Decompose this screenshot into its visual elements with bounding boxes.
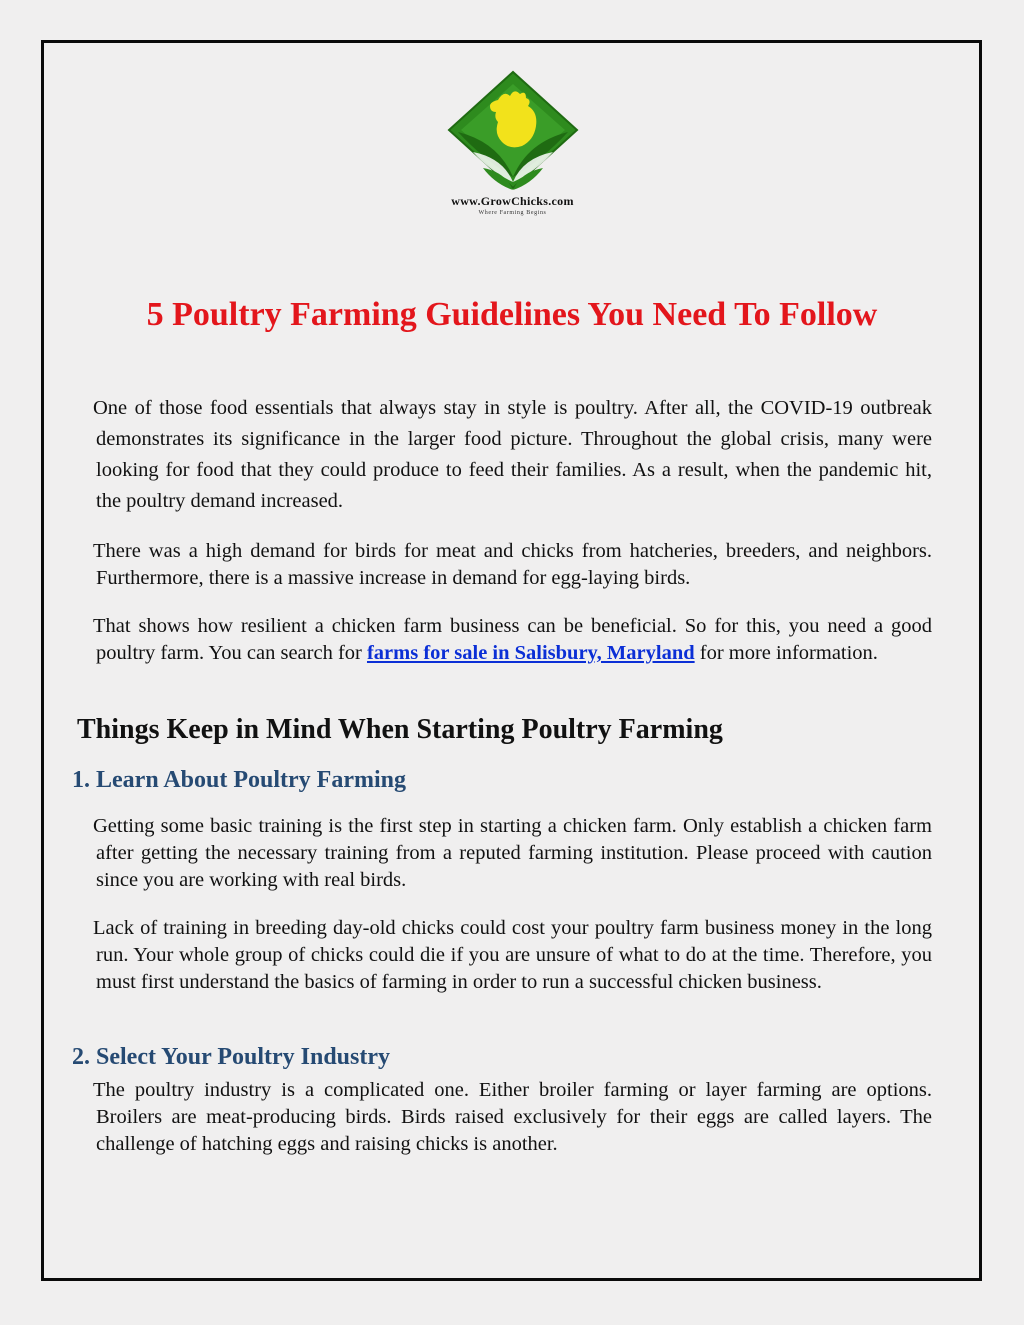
section-heading: Things Keep in Mind When Starting Poultry Farming xyxy=(77,714,723,745)
intro-paragraph-2: There was a high demand for birds for meat and chicks from hatcheries, breeders, and neighbors. Furthermore, there is a massive increase in demand for egg-laying birds. xyxy=(93,540,932,589)
industry-paragraph-1: The poultry industry is a complicated one. Either broiler farming or layer farming are options. Broilers are meat-producing birds. Birds raised exclusively for their eggs are called layers. The challenge of hatching eggs and raising chicks is another. xyxy=(93,1079,932,1155)
farms-for-sale-link[interactable]: farms for sale in Salisbury, Maryland xyxy=(366,642,695,664)
site-logo xyxy=(420,70,605,216)
rooster-logo-icon xyxy=(438,70,588,192)
subheading-learn: 1. Learn About Poultry Farming xyxy=(72,767,406,793)
page-title: 5 Poultry Farming Guidelines You Need To Follow xyxy=(146,296,878,333)
intro-paragraph-3: That shows how resilient a chicken farm business can be beneficial. So for this, you need a good poultry farm. You can search for farms for sale in Salisbury, Maryland for more information. xyxy=(93,615,932,664)
logo-site-name: www.GrowChicks.com xyxy=(451,194,574,208)
learn-paragraph-1: Getting some basic training is the first step in starting a chicken farm. Only establish a chicken farm after getting the necessary training from a reputed farming institution. Please proceed with caution since you are working with real birds. xyxy=(93,815,932,891)
subheading-select-industry: 2. Select Your Poultry Industry xyxy=(72,1044,390,1070)
learn-paragraph-2: Lack of training in breeding day-old chicks could cost your poultry farm business money in the long run. Your whole group of chicks could die if you are unsure of what to do at the time. Therefore, you must first understand the basics of farming in order to run a successful chicken business. xyxy=(93,917,932,993)
logo-tagline: Where Farming Begins xyxy=(478,210,547,216)
intro-paragraph-1: One of those food essentials that always stay in style is poultry. After all, the COVID-19 outbreak demonstrates its significance in the larger food picture. Throughout the global crisis, many were looking for food that they could produce to feed their families. As a result, when the pandemic hit, the poultry demand increased. xyxy=(93,397,932,512)
